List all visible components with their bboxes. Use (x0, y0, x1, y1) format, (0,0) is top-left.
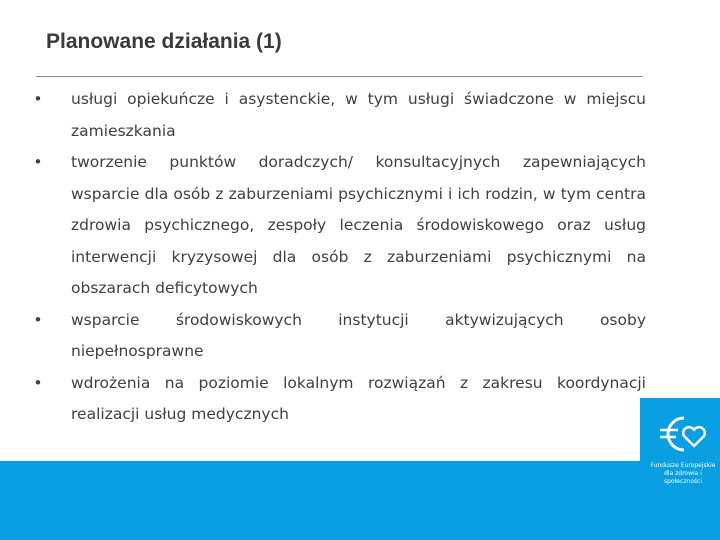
footer-bar (0, 461, 720, 540)
bullet-text: wsparcie środowiskowych instytucji aktywizujących osoby niepełnosprawne (71, 310, 646, 360)
title-divider (36, 76, 643, 77)
bullet-text: tworzenie punktów doradczych/ konsultacyjnych zapewniających wsparcie dla osób z zaburzeniami psychicznymi i ich rodzin, w tym centra zdrowia psychicznego, zespoły leczenia środowiskowego oraz usług interwencji kryzysowej dla osób z zaburzeniami psychicznymi na obszarach deficytowych (71, 153, 646, 297)
list-item (30, 368, 646, 431)
bullet-dot: • (33, 153, 43, 171)
logo-caption: Fundusze Europejskie dla zdrowia i społeczności (650, 462, 716, 485)
bullet-text: wdrożenia na poziomie lokalnym rozwiązań z zakresu koordynacji realizacji usług medycznych (71, 373, 646, 423)
funds-logo (640, 398, 720, 540)
euro-heart-icon (654, 412, 706, 456)
bullet-list (30, 84, 646, 431)
list-item (30, 147, 646, 305)
bullet-text: usługi opiekuńcze i asystenckie, w tym usługi świadczone w miejscu zamieszkania (71, 90, 646, 140)
bullet-dot: • (33, 90, 43, 108)
list-item (30, 84, 646, 147)
bullet-dot: • (33, 310, 43, 329)
bullet-dot: • (33, 373, 43, 392)
list-item (30, 305, 646, 368)
page-title: Planowane działania (1) (46, 30, 282, 53)
